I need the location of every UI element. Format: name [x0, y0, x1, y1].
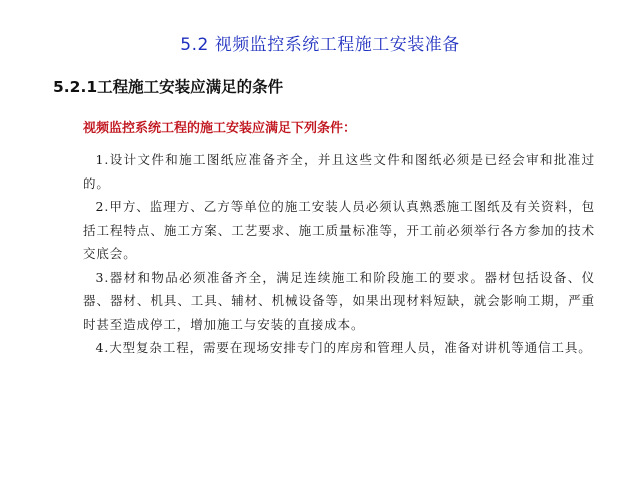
content-body	[83, 148, 595, 360]
paragraph-3: 3.器材和物品必须准备齐全，满足连续施工和阶段施工的要求。器材包括设备、仪器、器材、机具、工具、辅材、机械设备等，如果出现材料短缺，就会影响工期，严重时甚至造成停工，增加施工与安装的直接成本。	[83, 269, 595, 332]
lead-sentence: 视频监控系统工程的施工安装应满足下列条件：	[83, 121, 357, 136]
paragraph-1: 1.设计文件和施工图纸应准备齐全，并且这些文件和图纸必须是已经会审和批准过的。	[83, 152, 595, 191]
section-subtitle: 5.2.1工程施工安装应满足的条件	[53, 78, 284, 96]
paragraph-2: 2.甲方、监理方、乙方等单位的施工安装人员必须认真熟悉施工图纸及有关资料，包括工程特点、施工方案、工艺要求、施工质量标准等，开工前必须举行各方参加的技术交底会。	[83, 199, 595, 261]
page-title: 5.2 视频监控系统工程施工安装准备	[180, 35, 460, 55]
paragraph-4: 4.大型复杂工程，需要在现场安排专门的库房和管理人员，准备对讲机等通信工具。	[95, 340, 592, 355]
